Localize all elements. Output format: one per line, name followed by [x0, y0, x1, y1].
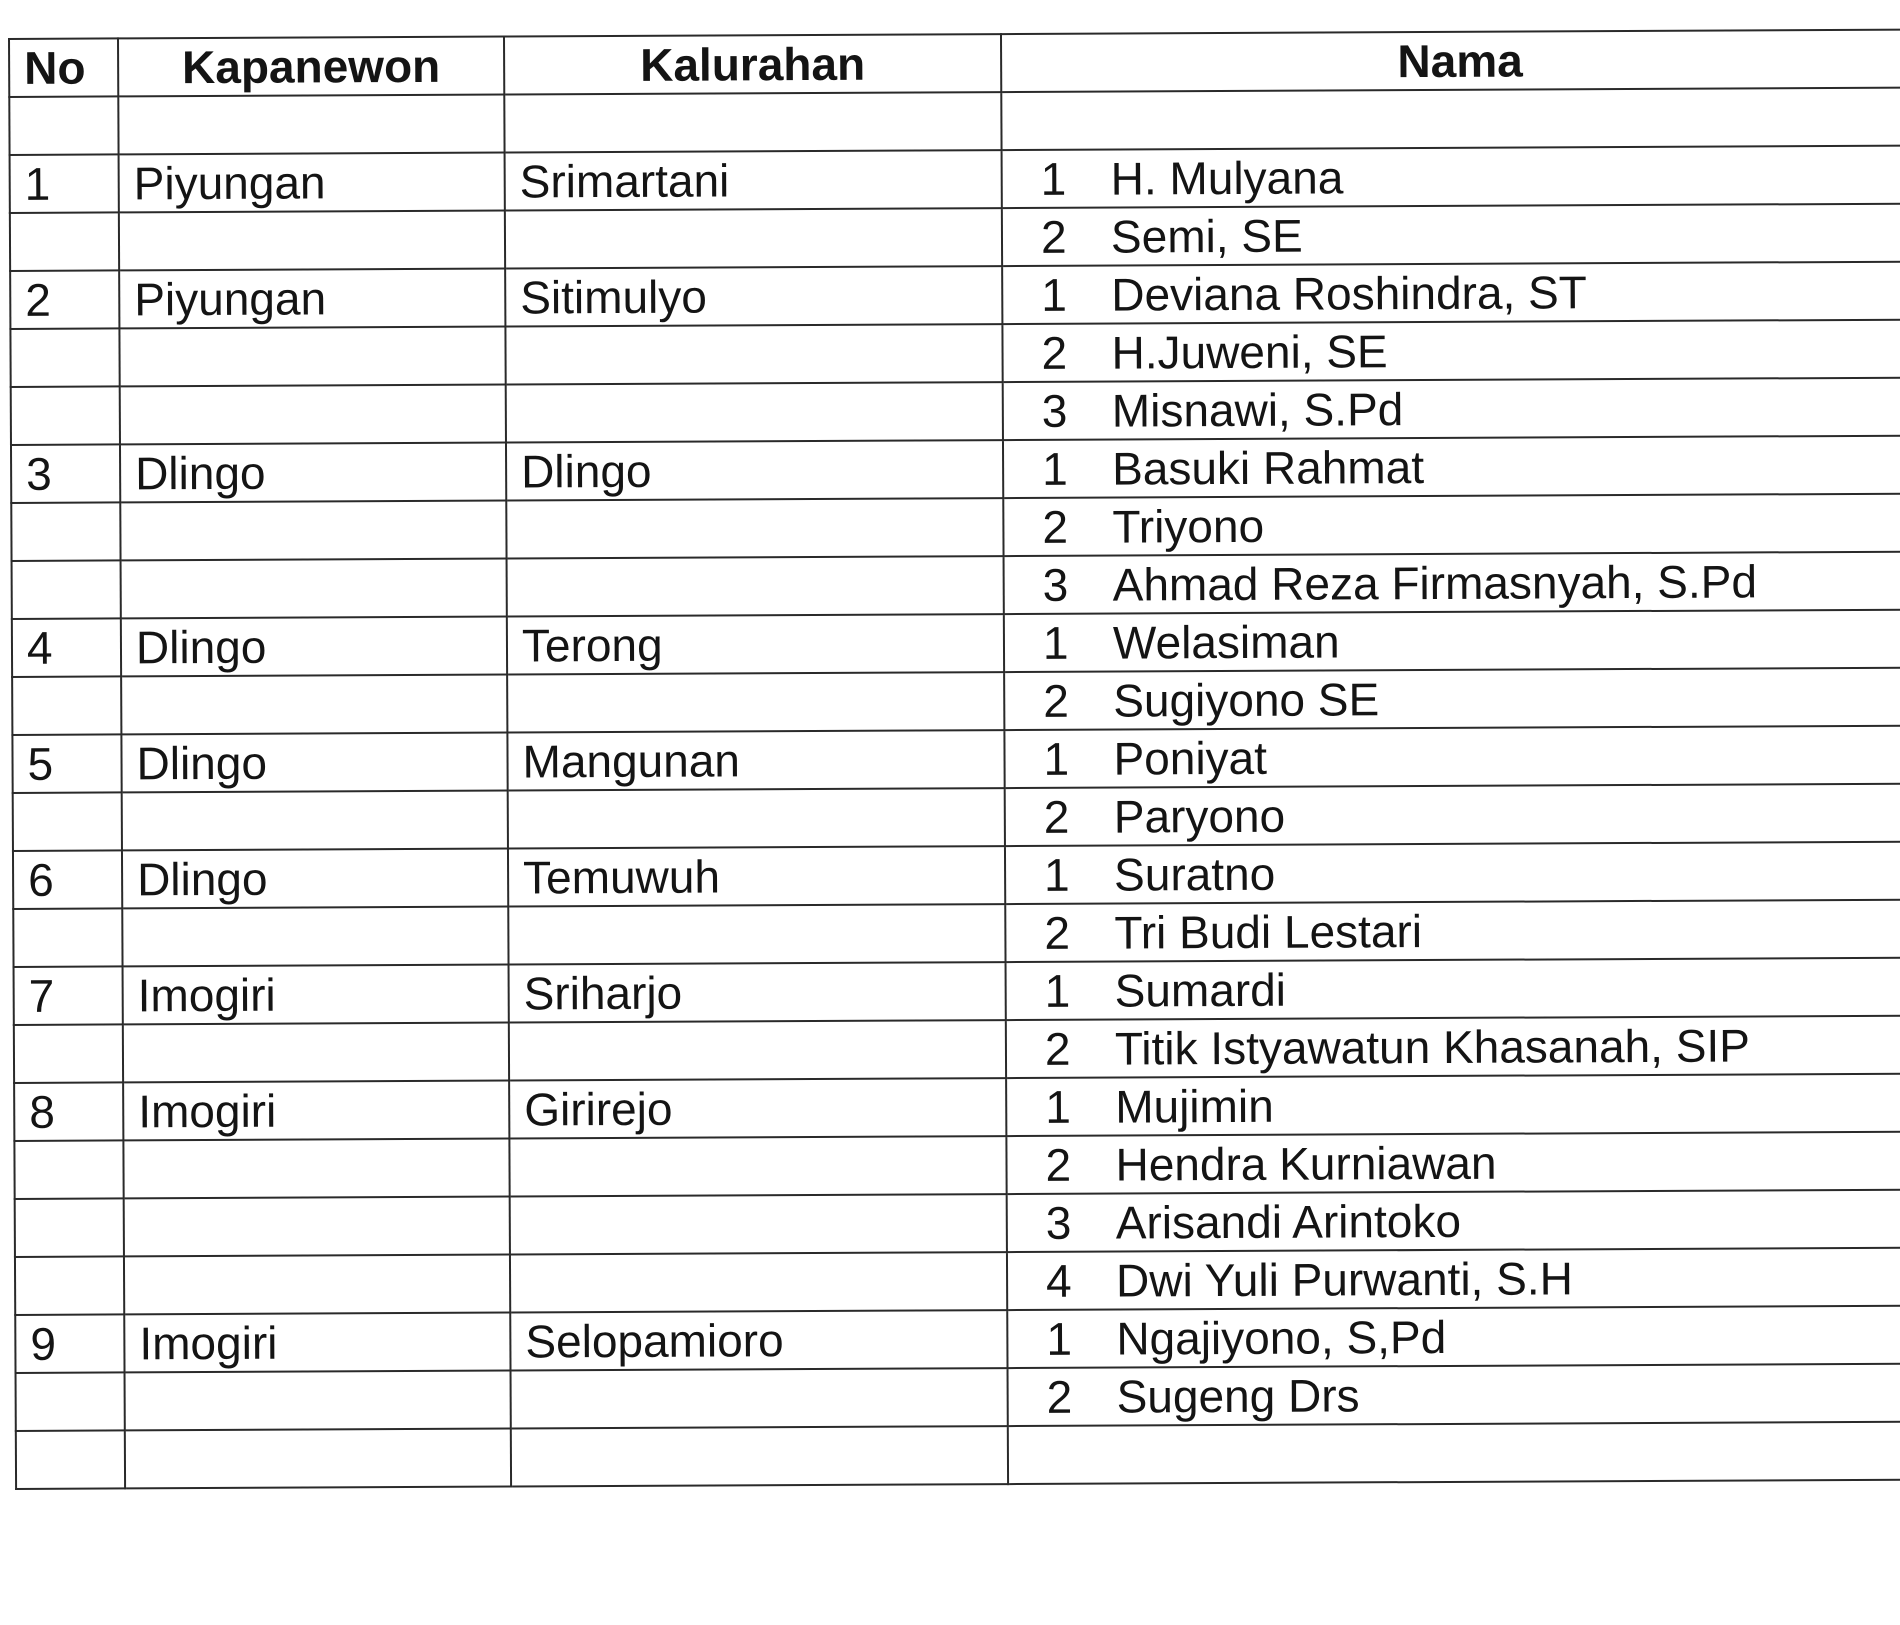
- cell-nama: [1004, 610, 1900, 672]
- cell-no: 1: [10, 154, 119, 213]
- table-row: [10, 204, 1900, 271]
- table-row: [16, 1422, 1900, 1489]
- cell-kalurahan: [509, 1136, 1006, 1196]
- cell-no: [11, 502, 120, 561]
- cell-no: [16, 1430, 125, 1489]
- cell-no: 9: [15, 1314, 124, 1373]
- nama-text: Welasiman: [1112, 615, 1340, 669]
- cell-no: 7: [14, 966, 123, 1025]
- cell-kapanewon: Dlingo: [122, 849, 508, 909]
- cell-kalurahan: [508, 788, 1005, 848]
- cell-kalurahan: [510, 1252, 1007, 1312]
- cell-no: 4: [12, 618, 121, 677]
- table-row: [13, 900, 1900, 967]
- cell-nama: [1005, 900, 1900, 962]
- header-no: No: [9, 38, 118, 97]
- cell-kalurahan: Selopamioro: [510, 1310, 1007, 1370]
- nama-text: H.Juweni, SE: [1111, 325, 1388, 379]
- cell-kalurahan: Sriharjo: [509, 962, 1006, 1022]
- cell-no: 2: [10, 270, 119, 329]
- nama-number: 3: [1045, 1196, 1072, 1249]
- nama-text: Deviana Roshindra, ST: [1111, 266, 1587, 321]
- nama-text: Ngajiyono, S,Pd: [1116, 1310, 1447, 1365]
- nama-number: 1: [1041, 268, 1067, 321]
- cell-nama: [1002, 146, 1900, 208]
- header-kalurahan: Kalurahan: [504, 34, 1001, 94]
- cell-kapanewon: Piyungan: [119, 269, 505, 329]
- cell-no: [10, 212, 119, 271]
- table-row: [14, 1074, 1900, 1141]
- cell-kalurahan: Girirejo: [509, 1078, 1006, 1138]
- cell-nama: [1007, 1190, 1900, 1252]
- cell-no: 6: [13, 850, 122, 909]
- cell-no: [16, 1372, 125, 1431]
- table-row: [14, 958, 1900, 1025]
- cell-kapanewon: [125, 1371, 511, 1431]
- cell-kalurahan: [509, 1020, 1006, 1080]
- document-sheet: [0, 29, 1900, 1490]
- table-row: [11, 436, 1900, 503]
- cell-nama: [1006, 958, 1900, 1020]
- nama-text: Sumardi: [1114, 963, 1287, 1017]
- cell-nama: [1008, 1364, 1900, 1426]
- nama-number: 2: [1043, 674, 1069, 727]
- cell-nama: [1002, 320, 1900, 382]
- nama-text: Semi, SE: [1110, 209, 1303, 263]
- cell-kalurahan: [511, 1426, 1008, 1486]
- cell-nama: [1007, 1248, 1900, 1310]
- nama-number: 4: [1045, 1254, 1072, 1307]
- cell-kalurahan: [507, 672, 1004, 732]
- cell-kapanewon: Dlingo: [121, 733, 507, 793]
- cell-kalurahan: [508, 904, 1005, 964]
- nama-number: 3: [1042, 558, 1069, 611]
- members-table: [8, 29, 1900, 1490]
- cell-kapanewon: [123, 1023, 509, 1083]
- cell-kapanewon: [121, 559, 507, 619]
- nama-number: 1: [1041, 442, 1068, 495]
- table-row: [10, 146, 1900, 213]
- table-row: [15, 1306, 1900, 1373]
- cell-nama: [1006, 1074, 1900, 1136]
- nama-text: Triyono: [1112, 499, 1265, 553]
- cell-no: [15, 1198, 124, 1257]
- cell-kalurahan: [505, 208, 1002, 268]
- cell-kapanewon: [118, 95, 504, 155]
- cell-kalurahan: Srimartani: [505, 150, 1002, 210]
- nama-text: Poniyat: [1113, 731, 1268, 785]
- nama-number: 2: [1041, 326, 1068, 379]
- cell-kalurahan: Temuwuh: [508, 846, 1005, 906]
- cell-no: 8: [14, 1082, 123, 1141]
- header-nama: Nama: [1001, 30, 1900, 92]
- table-row: [10, 320, 1900, 387]
- table-header: [9, 30, 1900, 97]
- cell-kapanewon: Imogiri: [123, 1081, 509, 1141]
- table-row: [11, 494, 1900, 561]
- cell-kalurahan: Dlingo: [506, 440, 1003, 500]
- nama-number: 2: [1040, 210, 1067, 263]
- cell-nama: [1006, 1132, 1900, 1194]
- nama-number: 3: [1041, 384, 1068, 437]
- cell-kalurahan: [504, 92, 1001, 152]
- nama-text: Suratno: [1113, 847, 1276, 901]
- nama-text: Titik Istyawatun Khasanah, SIP: [1114, 1019, 1751, 1075]
- table-body: [9, 88, 1900, 1489]
- table-row: [16, 1364, 1900, 1431]
- cell-kalurahan: [511, 1368, 1008, 1428]
- table-row: [13, 842, 1900, 909]
- cell-no: [14, 1140, 123, 1199]
- nama-number: 1: [1042, 616, 1069, 669]
- table-row: [14, 1016, 1900, 1083]
- cell-kapanewon: [120, 385, 506, 445]
- nama-number: 2: [1044, 906, 1071, 959]
- cell-nama: [1008, 1422, 1900, 1484]
- cell-kapanewon: [120, 501, 506, 561]
- cell-nama: [1006, 1016, 1900, 1078]
- table-row: [13, 784, 1900, 851]
- cell-kalurahan: [505, 324, 1002, 384]
- table-row: [12, 610, 1900, 677]
- nama-number: 1: [1043, 732, 1070, 785]
- nama-number: 1: [1040, 152, 1067, 205]
- cell-no: [12, 676, 121, 735]
- nama-text: Mujimin: [1115, 1079, 1274, 1133]
- nama-number: 2: [1046, 1370, 1073, 1423]
- cell-nama: [1007, 1306, 1900, 1368]
- cell-no: 5: [12, 734, 121, 793]
- cell-kapanewon: [121, 675, 507, 735]
- nama-text: Sugiyono SE: [1113, 673, 1380, 727]
- nama-text: Arisandi Arintoko: [1115, 1194, 1462, 1249]
- nama-number: 1: [1044, 964, 1071, 1017]
- cell-nama: [1003, 494, 1900, 556]
- cell-no: [9, 96, 118, 155]
- cell-no: [13, 792, 122, 851]
- cell-kapanewon: [123, 1139, 509, 1199]
- cell-kapanewon: [124, 1255, 510, 1315]
- cell-kapanewon: [124, 1197, 510, 1257]
- cell-nama: [1004, 668, 1900, 730]
- cell-nama: [1002, 204, 1900, 266]
- cell-nama: [1005, 784, 1900, 846]
- cell-kalurahan: [506, 382, 1003, 442]
- cell-kalurahan: [510, 1194, 1007, 1254]
- nama-number: 1: [1045, 1080, 1071, 1133]
- table-row: [12, 726, 1900, 793]
- cell-kapanewon: Dlingo: [121, 617, 507, 677]
- nama-text: Misnawi, S.Pd: [1111, 383, 1404, 437]
- nama-number: 1: [1043, 848, 1070, 901]
- cell-nama: [1001, 88, 1900, 150]
- cell-no: [14, 1024, 123, 1083]
- cell-kapanewon: Imogiri: [123, 965, 509, 1025]
- cell-kapanewon: [119, 327, 505, 387]
- cell-nama: [1005, 842, 1900, 904]
- table-row: [9, 88, 1900, 155]
- nama-text: H. Mulyana: [1110, 151, 1344, 205]
- nama-text: Basuki Rahmat: [1111, 441, 1425, 495]
- cell-kalurahan: [506, 498, 1003, 558]
- table-row: [12, 668, 1900, 735]
- table-row: [12, 552, 1900, 619]
- cell-kalurahan: [507, 556, 1004, 616]
- nama-number: 2: [1044, 1022, 1071, 1075]
- cell-kapanewon: Imogiri: [124, 1313, 510, 1373]
- cell-kapanewon: [119, 211, 505, 271]
- cell-kapanewon: [122, 791, 508, 851]
- table-row: [15, 1248, 1900, 1315]
- cell-no: [11, 386, 120, 445]
- cell-nama: [1002, 262, 1900, 324]
- table-row: [15, 1190, 1900, 1257]
- cell-nama: [1003, 436, 1900, 498]
- cell-kalurahan: Terong: [507, 614, 1004, 674]
- nama-number: 2: [1045, 1138, 1072, 1191]
- cell-kapanewon: [125, 1429, 511, 1489]
- header-kapanewon: Kapanewon: [118, 37, 504, 97]
- cell-nama: [1004, 726, 1900, 788]
- cell-kalurahan: Sitimulyo: [505, 266, 1002, 326]
- cell-no: [13, 908, 122, 967]
- table-row: [14, 1132, 1900, 1199]
- nama-number: 1: [1046, 1312, 1073, 1365]
- cell-kapanewon: Dlingo: [120, 443, 506, 503]
- cell-kapanewon: Piyungan: [119, 153, 505, 213]
- cell-nama: [1003, 378, 1900, 440]
- cell-nama: [1004, 552, 1900, 614]
- nama-text: Hendra Kurniawan: [1115, 1136, 1497, 1191]
- nama-text: Sugeng Drs: [1116, 1369, 1360, 1423]
- nama-number: 2: [1043, 790, 1070, 843]
- cell-kalurahan: Mangunan: [507, 730, 1004, 790]
- table-row: [11, 378, 1900, 445]
- cell-no: [12, 560, 121, 619]
- nama-text: Dwi Yuli Purwanti, S.H: [1115, 1252, 1573, 1307]
- header-row: [9, 30, 1900, 97]
- cell-no: 3: [11, 444, 120, 503]
- nama-text: Ahmad Reza Firmasnyah, S.Pd: [1112, 555, 1758, 611]
- table-row: [10, 262, 1900, 329]
- nama-text: Paryono: [1113, 789, 1286, 843]
- cell-no: [15, 1256, 124, 1315]
- nama-text: Tri Budi Lestari: [1114, 905, 1423, 959]
- nama-number: 2: [1042, 500, 1069, 553]
- cell-no: [10, 328, 119, 387]
- cell-kapanewon: [122, 907, 508, 967]
